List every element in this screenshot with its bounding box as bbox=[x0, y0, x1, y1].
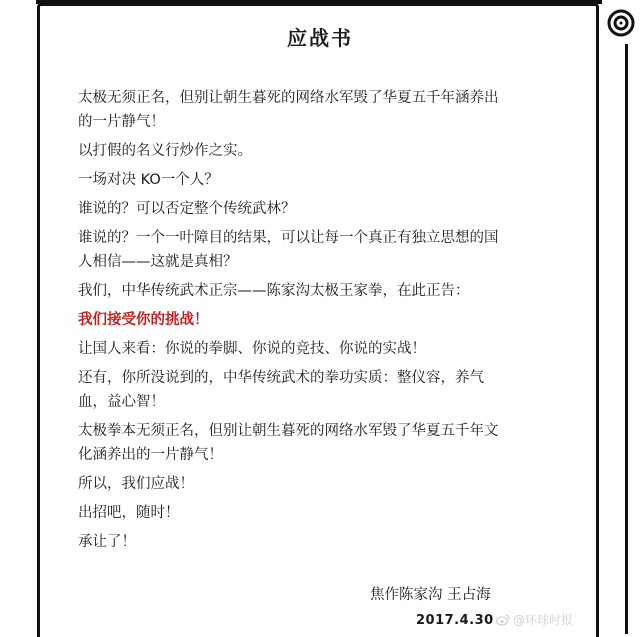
paragraph: 谁说的？一个一叶障目的结果，可以让每一个真正有独立思想的国人相信——这就是真相？ bbox=[78, 230, 499, 270]
paragraph: 以打假的名义行炒作之实。 bbox=[78, 143, 252, 159]
watermark-text: @环球时报 bbox=[513, 613, 574, 627]
challenge-accepted-text: 我们接受你的挑战！ bbox=[78, 312, 209, 328]
right-border bbox=[625, 44, 628, 634]
paragraph: 太极无须正名，但别让朝生暮死的网络水军毁了华夏五千年涵养出的一片静气！ bbox=[78, 90, 499, 130]
paragraph: 我们，中华传统武术正宗——陈家沟太极王家拳，在此正告： bbox=[78, 283, 470, 299]
paragraph: 所以，我们应战！ bbox=[78, 476, 194, 492]
signature: 焦作陈家沟 王占海 bbox=[370, 587, 491, 603]
paragraph: 承让了！ bbox=[78, 534, 136, 550]
paragraph: 太极拳本无须正名，但别让朝生暮死的网络水军毁了华夏五千年文化涵养出的一片静气！ bbox=[78, 423, 499, 463]
paragraph: 出招吧，随时！ bbox=[78, 505, 180, 521]
document-title: 应战书 bbox=[287, 26, 353, 50]
paragraph: 让国人来看：你说的拳脚、你说的竞技、你说的实战！ bbox=[78, 341, 426, 357]
document-body bbox=[78, 86, 508, 554]
date: 2017.4.30 bbox=[416, 613, 494, 628]
paragraph: 还有，你所没说到的，中华传统武术的拳功实质：整仪容，养气血，益心智！ bbox=[78, 370, 484, 410]
weibo-icon bbox=[496, 614, 510, 626]
paragraph: 一场对决 KO一个人？ bbox=[78, 172, 219, 188]
weibo-watermark bbox=[496, 611, 573, 628]
paragraph: 谁说的？可以否定整个传统武林？ bbox=[78, 201, 296, 217]
